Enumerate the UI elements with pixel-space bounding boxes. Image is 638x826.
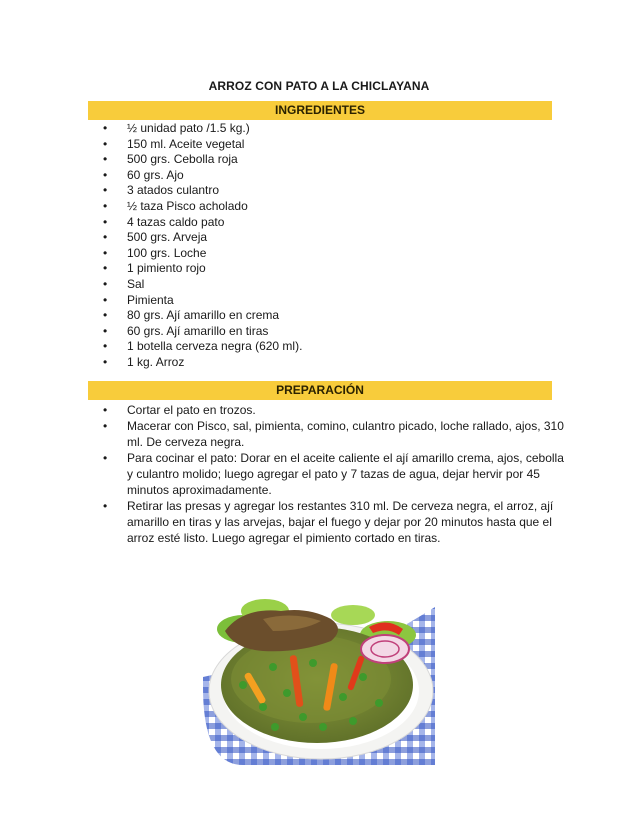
preparation-step: • Para cocinar el pato: Dorar en el aceite caliente el ají amarillo crema, ajos, cebolla y culantro molido; luego agregar el pato y 7 tazas de agua, dejar hervir por 45 minutos aproximadamente. [100, 450, 570, 498]
ingredient-item: • 60 grs. Ají amarillo en tiras [100, 323, 302, 339]
ingredient-item: • 1 botella cerveza negra (620 ml). [100, 338, 302, 354]
preparation-heading: PREPARACIÓN [88, 381, 552, 400]
ingredients-heading: INGREDIENTES [88, 101, 552, 120]
ingredient-item: • 100 grs. Loche [100, 245, 302, 261]
ingredient-item: • 150 ml. Aceite vegetal [100, 136, 302, 152]
ingredient-item: • ½ unidad pato /1.5 kg.) [100, 120, 302, 136]
recipe-title: ARROZ CON PATO A LA CHICLAYANA [208, 79, 430, 93]
ingredient-item: • 500 grs. Cebolla roja [100, 151, 302, 167]
ingredient-item: • ½ taza Pisco acholado [100, 198, 302, 214]
ingredient-item: • 1 kg. Arroz [100, 354, 302, 370]
ingredient-item: • 1 pimiento rojo [100, 260, 302, 276]
preparation-step: • Retirar las presas y agregar los restantes 310 ml. De cerveza negra, el arroz, ají amarillo en tiras y las arvejas, bajar el fuego y dejar por 20 minutos hasta que el arroz esté listo. Luego agregar el pimiento cortado en tiras. [100, 498, 570, 546]
preparation-list [100, 402, 570, 546]
ingredient-item: • Sal [100, 276, 302, 292]
ingredient-item: • 500 grs. Arveja [100, 229, 302, 245]
preparation-step: • Macerar con Pisco, sal, pimienta, comino, culantro picado, loche rallado, ajos, 310 ml. De cerveza negra. [100, 418, 570, 450]
ingredient-item: • 3 atados culantro [100, 182, 302, 198]
ingredient-item: • Pimienta [100, 292, 302, 308]
ingredient-item: • 80 grs. Ají amarillo en crema [100, 307, 302, 323]
ingredients-list [100, 120, 302, 370]
ingredient-item: • 4 tazas caldo pato [100, 214, 302, 230]
ingredient-item: • 60 grs. Ajo [100, 167, 302, 183]
dish-photo [203, 567, 435, 765]
preparation-step: • Cortar el pato en trozos. [100, 402, 570, 418]
